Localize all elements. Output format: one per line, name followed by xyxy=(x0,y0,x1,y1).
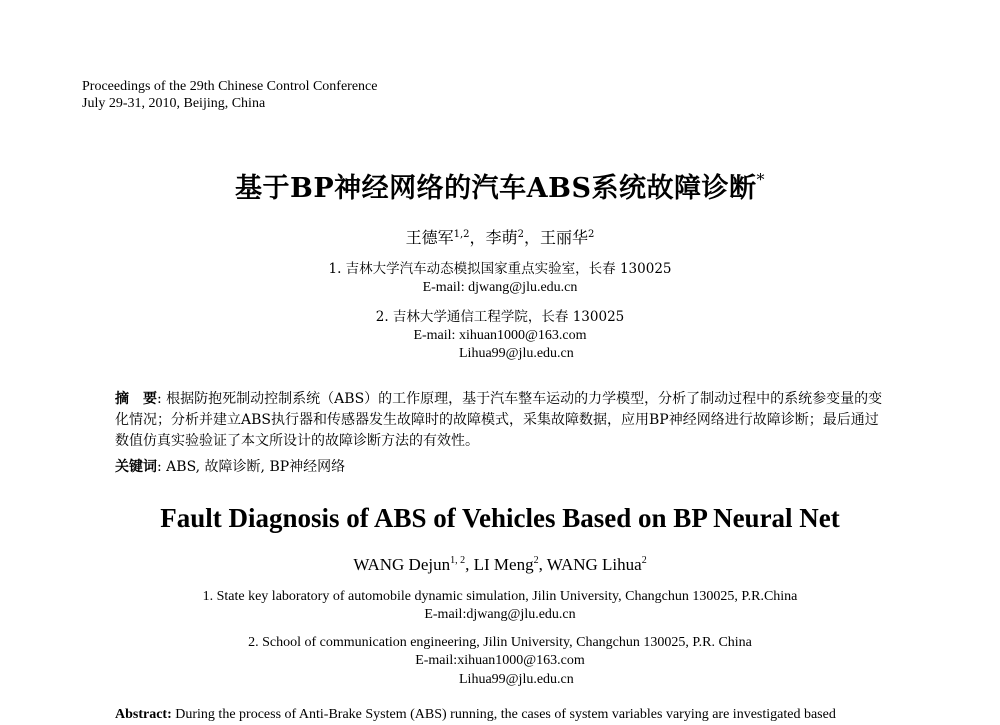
author-affiliation-mark: 2 xyxy=(517,229,524,240)
author-affiliation-mark: 2 xyxy=(533,555,539,566)
author-affiliation-mark: 1,2 xyxy=(453,229,470,240)
proceedings-line-1: Proceedings of the 29th Chinese Control Conference xyxy=(82,79,378,94)
author-name: WANG Lihua xyxy=(546,555,642,574)
abstract-label: 摘 要 xyxy=(115,391,157,407)
chinese-affiliation-2-email-2: Lihua99@jlu.edu.cn xyxy=(459,346,574,361)
title-footnote-mark: * xyxy=(756,170,765,189)
author-name: 王德军 xyxy=(405,228,454,247)
author-separator: ， xyxy=(469,228,486,247)
english-affiliation-2: 2. School of communication engineering, Jilin University, Changchun 130025, P.R. China xyxy=(248,635,752,650)
abstract-text: During the process of Anti-Brake System (ABS) running, the cases of system variables varying are investigated based xyxy=(171,707,836,722)
english-abstract xyxy=(115,705,890,725)
author-name: LI Meng xyxy=(473,555,534,574)
author-affiliation-mark: 2 xyxy=(641,555,647,566)
author-name: WANG Dejun xyxy=(353,555,451,574)
abstract-label: Abstract: xyxy=(115,707,172,722)
chinese-title-text: 基于BP神经网络的汽车ABS系统故障诊断 xyxy=(235,173,757,204)
abstract-text: : 根据防抱死制动控制系统（ABS）的工作原理，基于汽车整车运动的力学模型，分析了制动过程中的系统参变量的变化情况；分析并建立ABS执行器和传感器发生故障时的故障模式，采集故障数据，应用BP神经网络进行故障诊断；最后通过数值仿真实验验证了本文所设计的故障诊断方法的有效性。 xyxy=(115,391,883,449)
english-authors xyxy=(0,555,1000,575)
keywords-text: : ABS, 故障诊断, BP神经网络 xyxy=(157,459,346,475)
proceedings-line-2: July 29-31, 2010, Beijing, China xyxy=(82,96,266,111)
chinese-title xyxy=(0,166,1000,205)
author-affiliation-mark: 2 xyxy=(587,229,595,240)
chinese-affiliation-2-email: E-mail: xihuan1000@163.com xyxy=(413,328,587,343)
english-affiliation-2-email-2: Lihua99@jlu.edu.cn xyxy=(459,672,574,687)
keywords-label: 关键词 xyxy=(115,459,157,475)
english-affiliation-1: 1. State key laboratory of automobile dynamic simulation, Jilin University, Changchun 130025, P.R.China xyxy=(202,589,798,604)
chinese-authors xyxy=(0,225,1000,248)
english-title: Fault Diagnosis of ABS of Vehicles Based on BP Neural Net xyxy=(160,503,840,533)
english-affiliation-1-email: E-mail:djwang@jlu.edu.cn xyxy=(424,607,576,622)
author-name: 王丽华 xyxy=(539,228,588,247)
chinese-affiliation-2: 2. 吉林大学通信工程学院，长春 130025 xyxy=(375,309,625,325)
chinese-affiliation-1: 1. 吉林大学汽车动态模拟国家重点实验室，长春 130025 xyxy=(328,261,672,277)
english-affiliation-2-email: E-mail:xihuan1000@163.com xyxy=(415,653,585,668)
author-separator: ， xyxy=(523,228,540,247)
chinese-abstract xyxy=(115,389,890,452)
author-affiliation-mark: 1, 2 xyxy=(450,555,466,566)
author-separator: , xyxy=(465,555,474,574)
author-separator: , xyxy=(538,555,547,574)
chinese-affiliation-1-email: E-mail: djwang@jlu.edu.cn xyxy=(422,280,578,295)
chinese-keywords xyxy=(115,456,345,476)
author-name: 李萌 xyxy=(485,228,518,247)
